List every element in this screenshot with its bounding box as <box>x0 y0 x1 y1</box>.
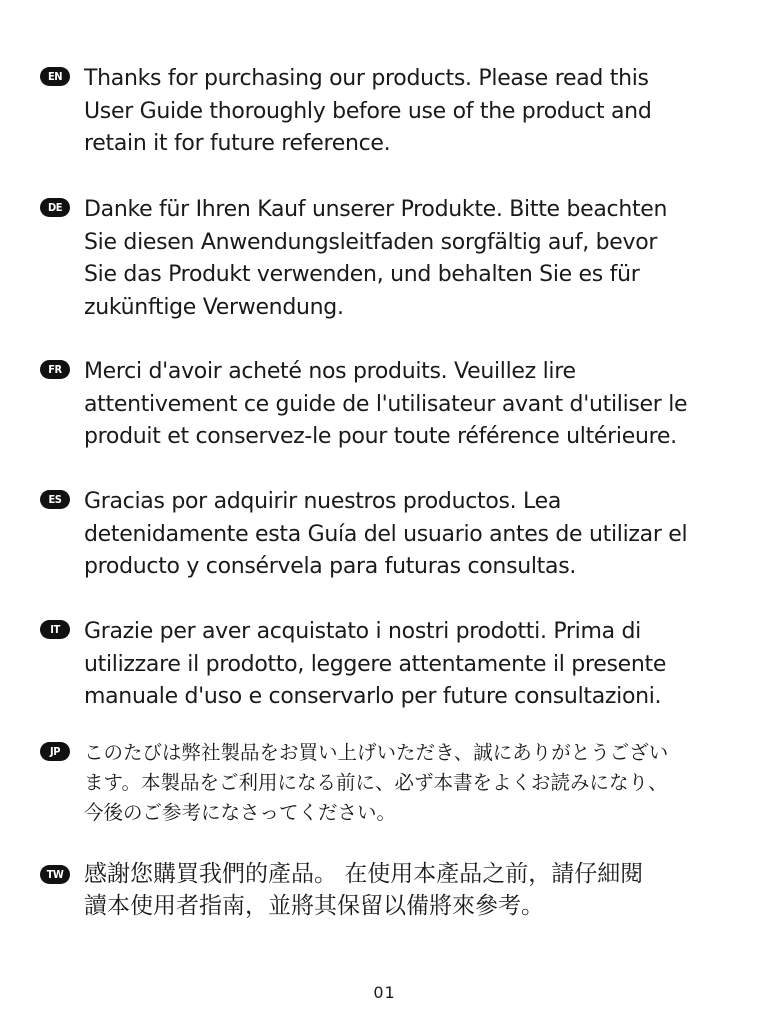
language-badge-es: ES <box>40 490 70 509</box>
text-line: zukünftige Verwendung. <box>84 294 344 320</box>
text-line: 感謝您購買我們的產品。 在使用本產品之前，請仔細閱 <box>84 861 644 887</box>
text-line: produit et conservez-le pour toute référence ultérieure. <box>84 424 677 449</box>
text-line: Merci d'avoir acheté nos produits. Veuillez lire <box>84 359 576 384</box>
section-fr <box>40 356 752 454</box>
text-line: Sie diesen Anwendungsleitfaden sorgfältig auf, bevor <box>84 229 658 255</box>
section-text-it <box>84 616 752 714</box>
text-line: producto y consérvela para futuras consultas. <box>84 554 577 579</box>
section-tw <box>40 858 752 922</box>
section-text-jp <box>84 738 752 828</box>
language-badge-en: EN <box>40 67 70 86</box>
section-text-es <box>84 486 752 584</box>
text-line: 今後のご参考になさってください。 <box>84 801 397 824</box>
section-text-fr <box>84 356 752 454</box>
text-line: Gracias por adquirir nuestros productos. Lea <box>84 489 562 514</box>
section-it <box>40 616 752 714</box>
section-text-en <box>84 63 752 161</box>
text-line: attentivement ce guide de l'utilisateur avant d'utiliser le <box>84 391 688 417</box>
text-line: 讀本使用者指南，並將其保留以備將來參考。 <box>84 893 544 919</box>
language-badge-tw: TW <box>40 865 70 884</box>
language-badge-fr: FR <box>40 360 70 379</box>
text-line: utilizzare il prodotto, leggere attentamente il presente <box>84 651 667 677</box>
section-text-tw <box>84 858 752 922</box>
text-line: このたびは弊社製品をお買い上げいただき、誠にありがとうござい <box>84 741 669 764</box>
language-badge-de: DE <box>40 198 70 217</box>
section-en <box>40 63 752 161</box>
section-de <box>40 194 752 324</box>
text-line: Thanks for purchasing our products. Please read this <box>84 66 649 91</box>
text-line: detenidamente esta Guía del usuario antes de utilizar el <box>84 521 688 547</box>
text-line: User Guide thoroughly before use of the product and <box>84 98 652 124</box>
text-line: Grazie per aver acquistato i nostri prodotti. Prima di <box>84 619 641 644</box>
page-number: 01 <box>373 983 396 1002</box>
text-line: retain it for future reference. <box>84 131 391 156</box>
text-line: manuale d'uso e conservarlo per future consultazioni. <box>84 684 662 709</box>
text-line: ます。本製品をご利用になる前に、必ず本書をよくお読みになり、 <box>84 771 668 794</box>
language-badge-it: IT <box>40 620 70 639</box>
text-line: Danke für Ihren Kauf unserer Produkte. Bitte beachten <box>84 197 668 222</box>
section-jp <box>40 738 752 828</box>
language-badge-jp: JP <box>40 742 70 761</box>
text-line: Sie das Produkt verwenden, und behalten Sie es für <box>84 262 640 287</box>
section-es <box>40 486 752 584</box>
section-text-de <box>84 194 752 324</box>
